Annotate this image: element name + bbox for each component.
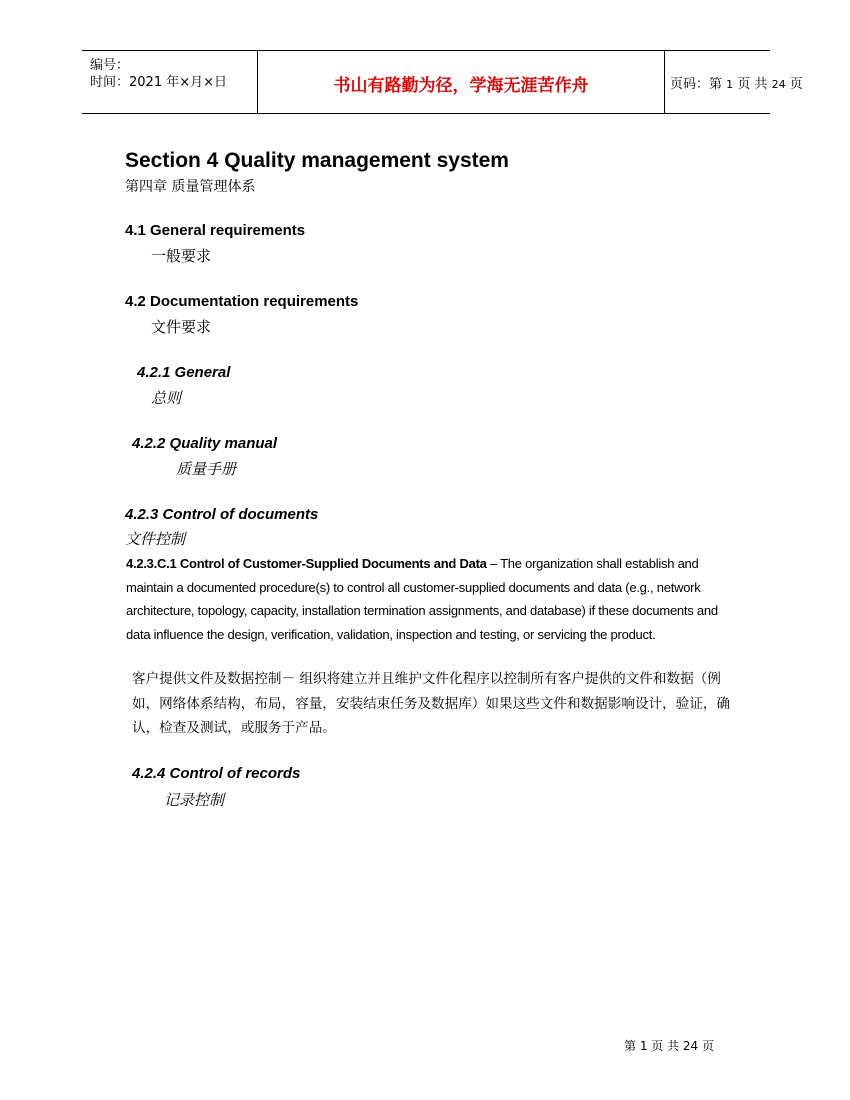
section-title: Section 4 Quality management system: [125, 149, 509, 172]
page-mid: 页 共: [737, 77, 768, 92]
page-info: [670, 73, 803, 92]
heading-4-2-2: 4.2.2 Quality manual: [132, 435, 278, 452]
time-label: 时间：: [90, 75, 130, 90]
number-label: 编号：: [90, 58, 130, 73]
page-prefix: 第: [709, 77, 723, 92]
page-number: 1: [726, 78, 734, 91]
heading-4-2-2-cn: 质量手册: [176, 460, 237, 478]
heading-4-1: 4.1 General requirements: [125, 222, 306, 239]
date-line: [90, 71, 227, 90]
clause-text: – The organization shall establish and maintain a documented procedure(s) to control all customer-supplied documents and data (e.g., network architecture, topology, capacity, installation termination assignments, and database) if these documents and data influence the design, verification, validation, inspection and testing, or servicing the product.: [126, 556, 718, 642]
clause-paragraph: [126, 552, 738, 646]
page-label: 页码：: [670, 77, 710, 92]
heading-4-1-cn: 一般要求: [151, 247, 212, 265]
page-footer: 第 1 页 共 24 页: [624, 1039, 714, 1053]
section-title-cn: 第四章 质量管理体系: [125, 179, 256, 195]
header-motto-cell: [257, 51, 665, 113]
motto: 书山有路勤为径，学海无涯苦作舟: [333, 76, 589, 96]
header-page-cell: [664, 51, 803, 113]
heading-4-2-3-cn: 文件控制: [125, 530, 186, 548]
date-value: 2021 年×月×日: [129, 75, 228, 90]
heading-4-2-cn: 文件要求: [151, 318, 212, 336]
heading-4-2-4: 4.2.4 Control of records: [132, 765, 301, 782]
page-header: [82, 50, 803, 114]
heading-4-2-3: 4.2.3 Control of documents: [125, 506, 319, 523]
header-meta-cell: [82, 51, 257, 113]
page-total: 24: [771, 78, 786, 91]
heading-4-2-1-cn: 总则: [151, 389, 182, 407]
page-suffix: 页: [789, 77, 803, 92]
clause-title: 4.2.3.C.1 Control of Customer-Supplied Documents and Data: [126, 556, 487, 571]
heading-4-2-1: 4.2.1 General: [137, 364, 231, 381]
clause-paragraph-cn: 客户提供文件及数据控制－ 组织将建立并且维护文件化程序以控制所有客户提供的文件和数据（例如，网络体系结构，布局，容量，安装结束任务及数据库）如果这些文件和数据影响设计，验证，确认，检查及测试，或服务于产品。: [132, 671, 731, 736]
heading-4-2: 4.2 Documentation requirements: [125, 293, 359, 310]
heading-4-2-4-cn: 记录控制: [164, 791, 225, 809]
